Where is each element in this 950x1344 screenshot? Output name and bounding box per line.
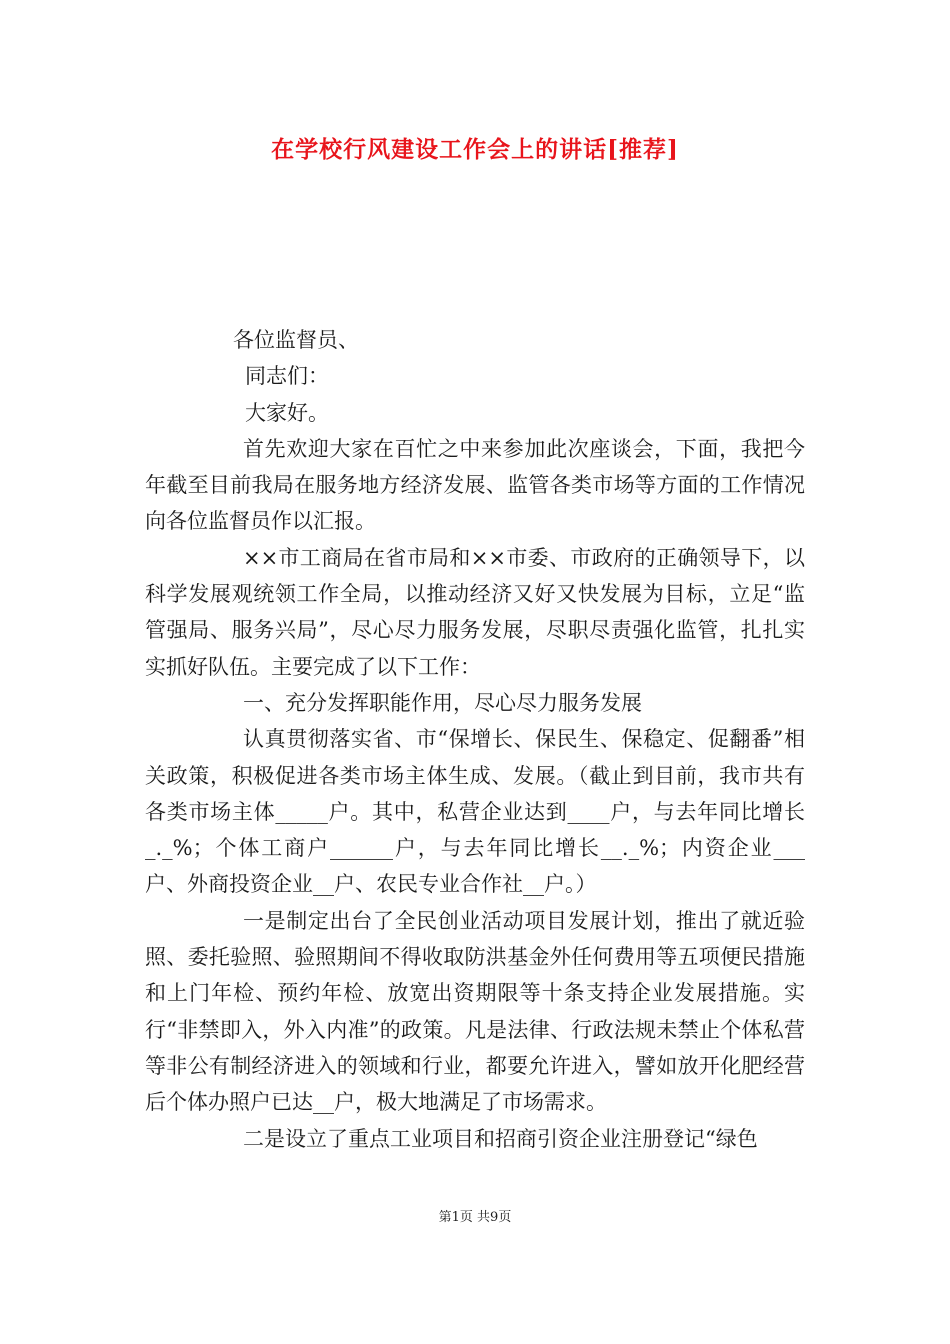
page-footer — [0, 1206, 950, 1225]
body-paragraph: ××市工商局在省市局和××市委、市政府的正确领导下，以科学发展观统领工作全局，以推动经济又好又快发展为目标，立足“监管强局、服务兴局”，尽心尽力服务发展，尽职尽责强化监管，扎扎实实抓好队伍。主要完成了以下工作： — [145, 545, 805, 679]
body-paragraph: 二是设立了重点工业项目和招商引资企业注册登记“绿色 — [243, 1126, 758, 1151]
document-body — [145, 322, 805, 1157]
salutation-line: 各位监督员、 — [233, 328, 359, 352]
page-number: 第1页 共9页 — [438, 1210, 512, 1225]
document-title: 在学校行风建设工作会上的讲话[推荐] — [271, 136, 679, 163]
body-paragraph: 一是制定出台了全民创业活动项目发展计划，推出了就近验照、委托验照、验照期间不得收取防洪基金外任何费用等五项便民措施和上门年检、预约年检、放宽出资期限等十条支持企业发展措施。实行“非禁即入，外入内准”的政策。凡是法律、行政法规未禁止个体私营等非公有制经济进入的领域和行业，都要允许进入，譬如放开化肥经营后个体办照户已达__户，极大地满足了市场需求。 — [145, 908, 805, 1115]
section-heading: 一、充分发挥职能作用，尽心尽力服务发展 — [243, 690, 642, 715]
body-paragraph: 认真贯彻落实省、市“保增长、保民生、保稳定、促翻番”相关政策，积极促进各类市场主体生成、发展。（截止到目前，我市共有各类市场主体_____户。其中，私营企业达到____户，与去年同比增长_._%；个体工商户______户，与去年同比增长__._%；内资企业___户、外商投资企业__户、农民专业合作社__户。） — [145, 727, 805, 897]
body-paragraph: 首先欢迎大家在百忙之中来参加此次座谈会，下面，我把今年截至目前我局在服务地方经济发展、监管各类市场等方面的工作情况向各位监督员作以汇报。 — [145, 436, 805, 534]
salutation-line: 同志们： — [245, 364, 329, 389]
salutation-line: 大家好。 — [245, 400, 329, 425]
